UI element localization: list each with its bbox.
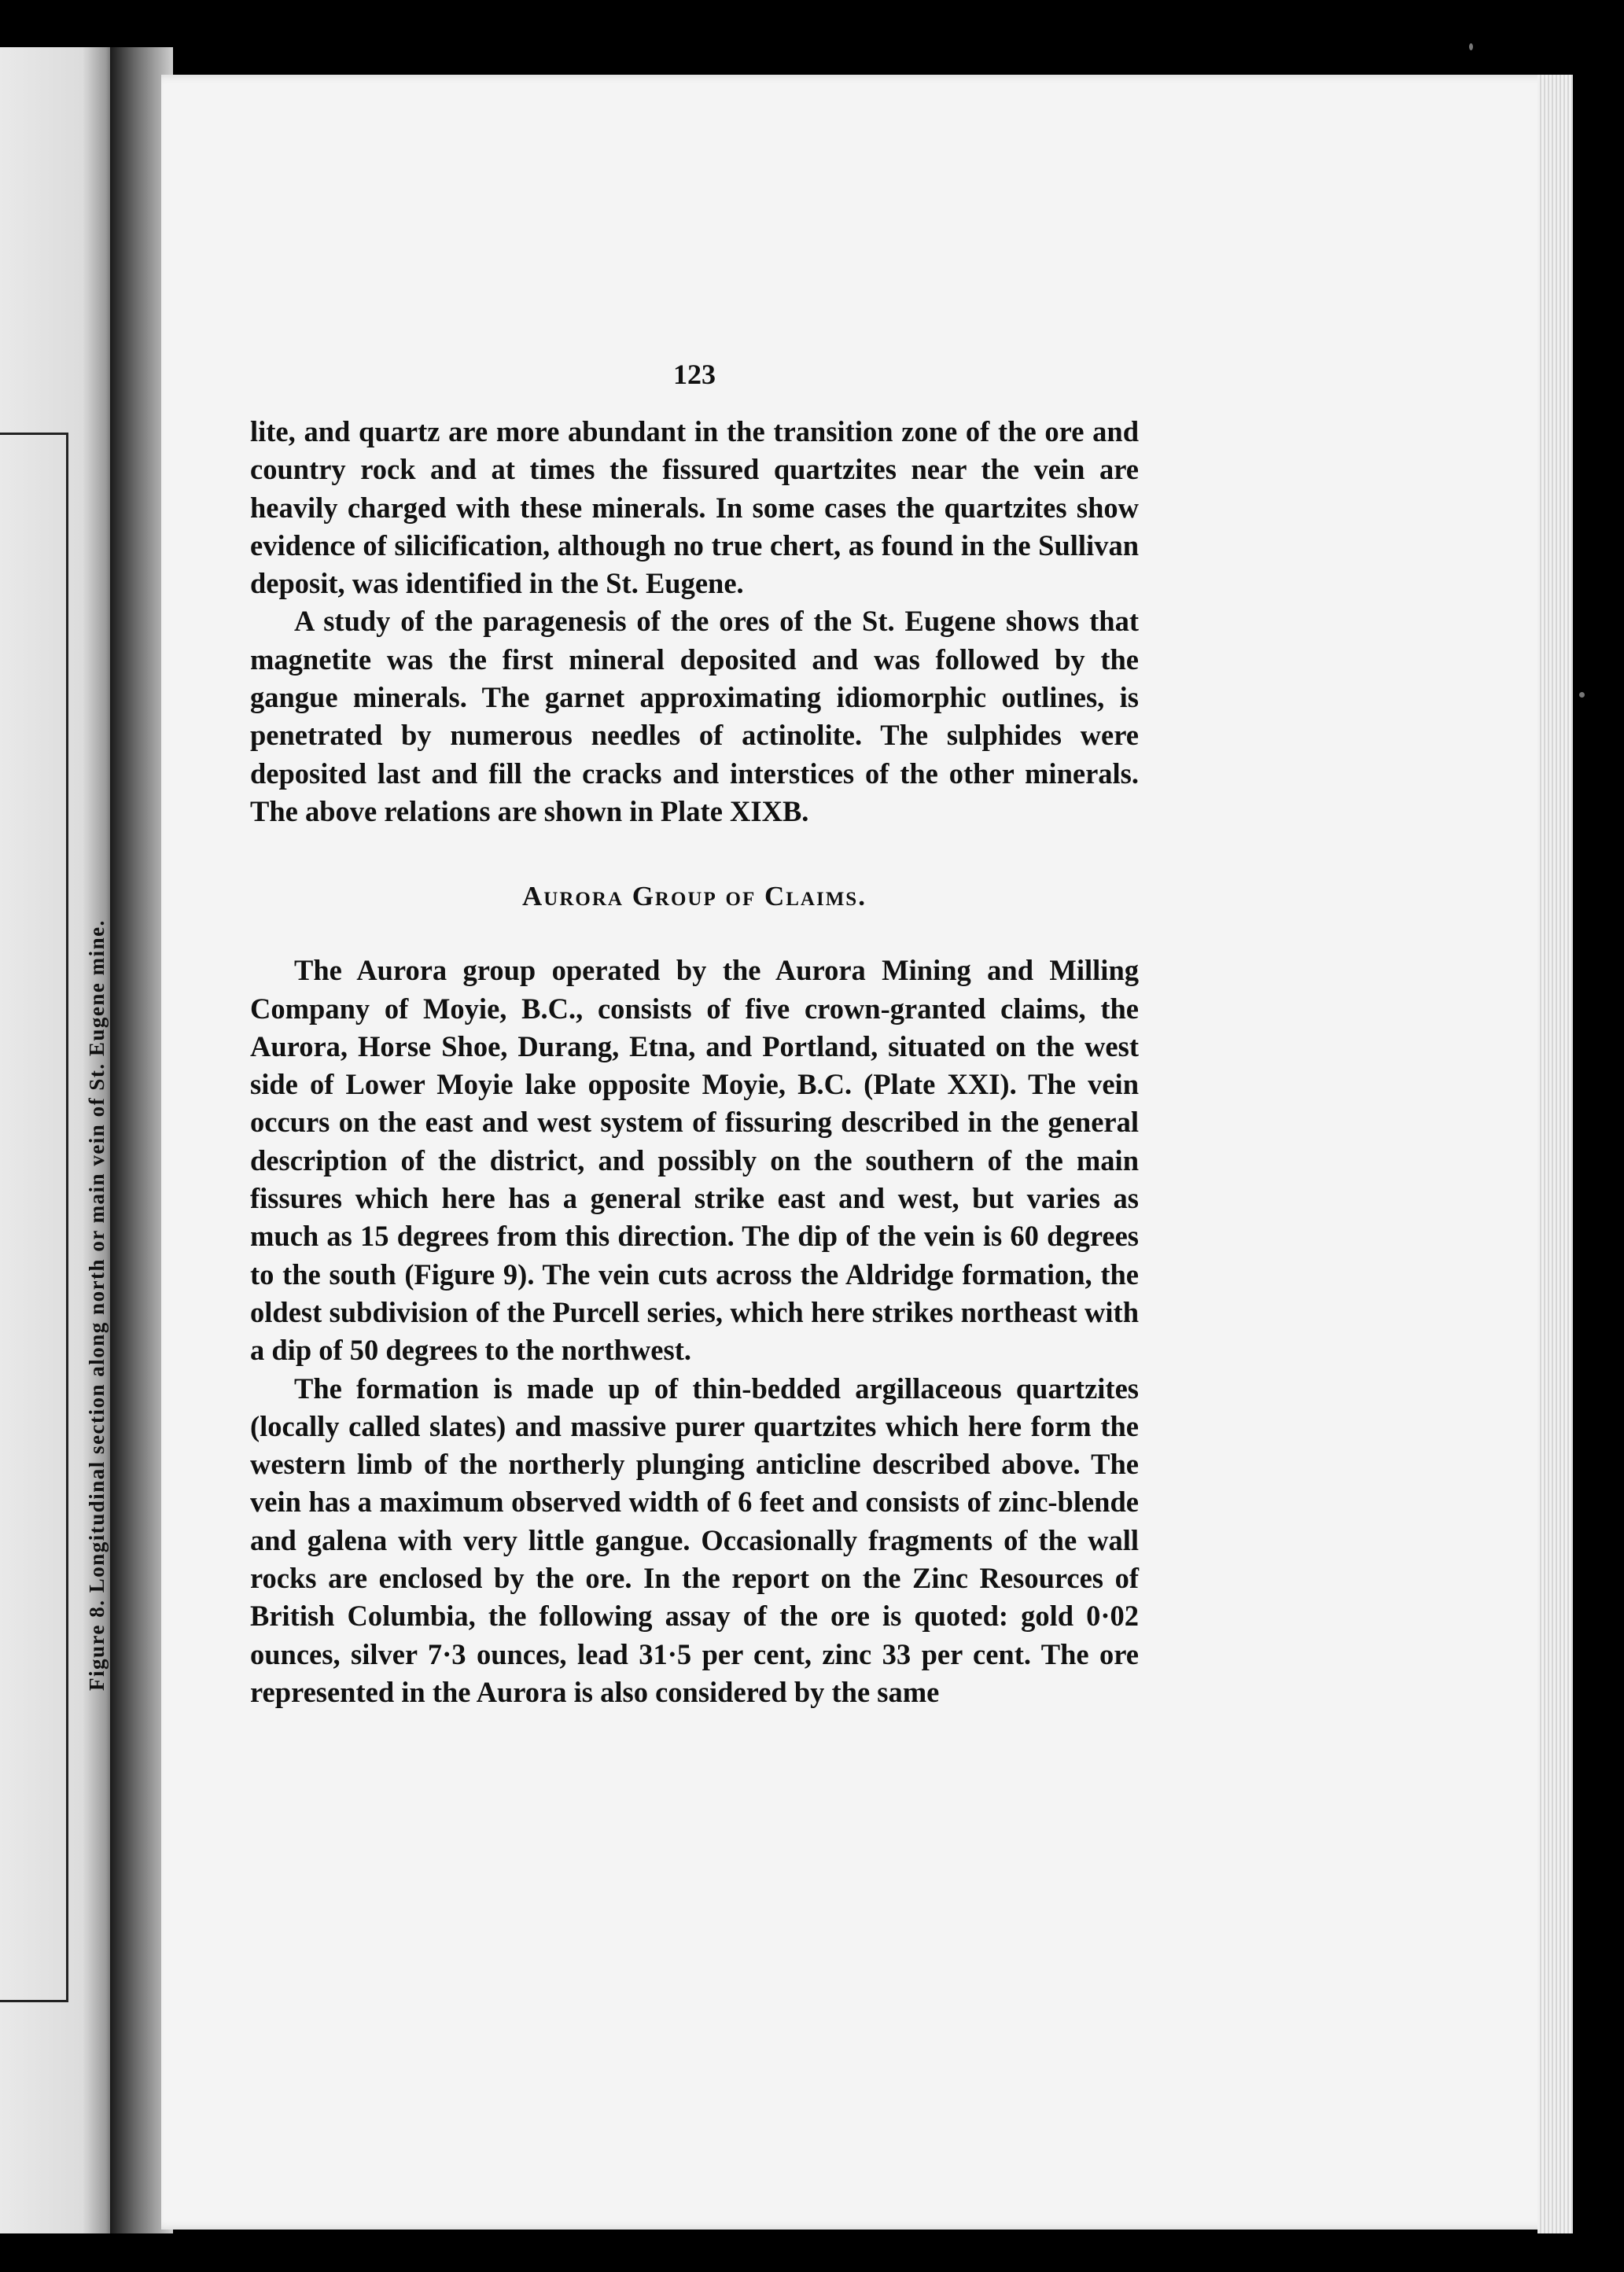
- section-heading: Aurora Group of Claims.: [522, 881, 867, 912]
- paragraph: The Aurora group operated by the Aurora Mining and Milling Company of Moyie, B.C., consists of five crown-granted claims, the Aurora, Horse Shoe, Durang, Etna, and Portland, situated on the west side of Lower Moyie lake opposite Moyie, B.C. (Plate XXI). The vein occurs on the east and west system of fissuring described in the general description of the district, and possibly on the southern of the main fissures which here has a general strike east and west, but varies as much as 15 degrees from this direction. The dip of the vein is 60 degrees to the south (Figure 9). The vein cuts across the Aldridge formation, the oldest subdivision of the Purcell series, which here strikes northeast with a dip of 50 degrees to the northwest.: [250, 954, 1139, 1367]
- page-number: 123: [673, 359, 716, 390]
- paragraph: lite, and quartz are more abundant in the transition zone of the ore and country rock and at times the fissured quartzites near the vein are heavily charged with these minerals. In some cases the quartzites show evidence of silicification, although no true chert, as found in the Sullivan deposit, was identified in the St. Eugene.: [250, 415, 1139, 600]
- scan-speck: [1579, 692, 1585, 698]
- page-edge-stack: [1537, 75, 1573, 2233]
- scan-speck: [1469, 43, 1473, 50]
- page-text: [250, 358, 1139, 1711]
- figure-frame: [0, 433, 68, 2002]
- paragraph: A study of the paragenesis of the ores of the St. Eugene shows that magnetite was the first mineral deposited and was followed by the gangue minerals. The garnet approximating idiomorphic outlines, is penetrated by numerous needles of actinolite. The sulphides were deposited last and fill the cracks and interstices of the other minerals. The above relations are shown in Plate XIXB.: [250, 605, 1139, 827]
- paragraph: The formation is made up of thin-bedded argillaceous quartzites (locally called slates) and massive purer quartzites which here form the western limb of the northerly plunging anticline described above. The vein has a maximum observed width of 6 feet and consists of zinc-blende and galena with very little gangue. Occasionally fragments of the wall rocks are enclosed by the ore. In the report on the Zinc Resources of British Columbia, the following assay of the ore is quoted: gold 0·02 ounces, silver 7·3 ounces, lead 31·5 per cent, zinc 33 per cent. The ore represented in the Aurora is also considered by the same: [250, 1372, 1139, 1708]
- figure-caption: Figure 8. Longitudinal section along north or main vein of St. Eugene mine.: [85, 919, 109, 1691]
